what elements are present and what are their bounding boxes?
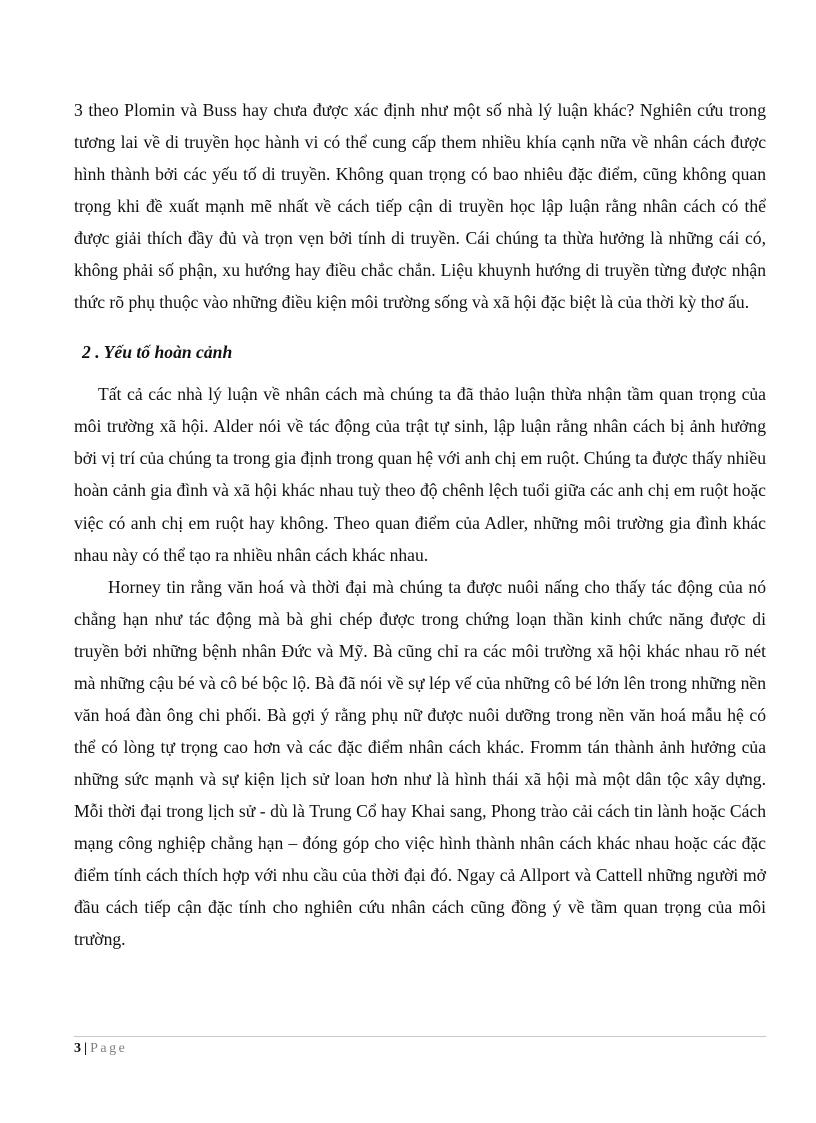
- footer-divider: [74, 1036, 766, 1037]
- section-heading: [74, 336, 766, 368]
- body-paragraph-1: 3 theo Plomin và Buss hay chưa được xác định như một số nhà lý luận khác? Nghiên cứu trong tương lai về di truyền học hành vi có thể cung cấp them nhiều khía cạnh nữa về nhân cách được hình thành bởi các yếu tố di truyền. Không quan trọng có bao nhiêu đặc điểm, cũng không quan trọng khi đề xuất mạnh mẽ nhất về cách tiếp cận di truyền học lập luận rằng nhân cách có thể được giải thích đầy đủ và trọn vẹn bởi tính di truyền. Cái chúng ta thừa hưởng là những cái có, không phải số phận, xu hướng hay điều chắc chắn. Liệu khuynh hướng di truyền từng được nhận thức rõ phụ thuộc vào những điều kiện môi trường sống và xã hội đặc biệt là của thời kỳ thơ ấu.: [74, 100, 766, 313]
- page-number: 3: [74, 1041, 81, 1056]
- section-heading-text: 2 . Yếu tố hoàn cảnh: [82, 342, 233, 363]
- body-paragraph-2: Tất cả các nhà lý luận về nhân cách mà chúng ta đã thảo luận thừa nhận tầm quan trọng của môi trường xã hội. Alder nói về tác động của trật tự sinh, lập luận rằng nhân cách bị ảnh hưởng bởi vị trí của chúng ta trong gia định trong quan hệ với anh chị em ruột. Chúng ta được thấy nhiều hoàn cảnh gia đình và xã hội khác nhau tuỳ theo độ chênh lệch tuổi giữa các anh chị em ruột hoặc việc có anh chị em ruột hay không. Theo quan điểm của Adler, những môi trường gia đình khác nhau này có thể tạo ra nhiều nhân cách khác nhau.: [74, 384, 766, 565]
- page-label: Page: [90, 1041, 128, 1056]
- footer-separator: |: [84, 1041, 88, 1056]
- page-footer: [74, 1040, 127, 1058]
- document-body: [74, 94, 766, 955]
- body-paragraph-3: Horney tin rằng văn hoá và thời đại mà chúng ta được nuôi nấng cho thấy tác động của nó chẳng hạn như tác động mà bà ghi chép được trong chứng loạn thần kinh chức năng được di truyền bởi những bệnh nhân Đức và Mỹ. Bà cũng chỉ ra các môi trường xã hội khác nhau rõ nét mà những cậu bé và cô bé bộc lộ. Bà đã nói về sự lép vế của những cô bé lớn lên trong những nền văn hoá đàn ông chi phối. Bà gợi ý rằng phụ nữ được nuôi dưỡng trong nền văn hoá mẫu hệ có thể có lòng tự trọng cao hơn và các đặc điểm nhân cách khác. Fromm tán thành ảnh hưởng của những sức mạnh và sự kiện lịch sử loan hơn như là hình thái xã hội mà một dân tộc xây dựng. Mỗi thời đại trong lịch sử - dù là Trung Cổ hay Khai sang, Phong trào cải cách tin lành hoặc Cách mạng công nghiệp chẳng hạn – đóng góp cho việc hình thành nhân cách khác nhau hoặc các đặc điểm tính cách thích hợp với nhu cầu của thời đại đó. Ngay cả Allport và Cattell những người mở đầu cách tiếp cận đặc tính cho nghiên cứu nhân cách cũng đồng ý về tầm quan trọng của môi trường.: [74, 576, 766, 950]
